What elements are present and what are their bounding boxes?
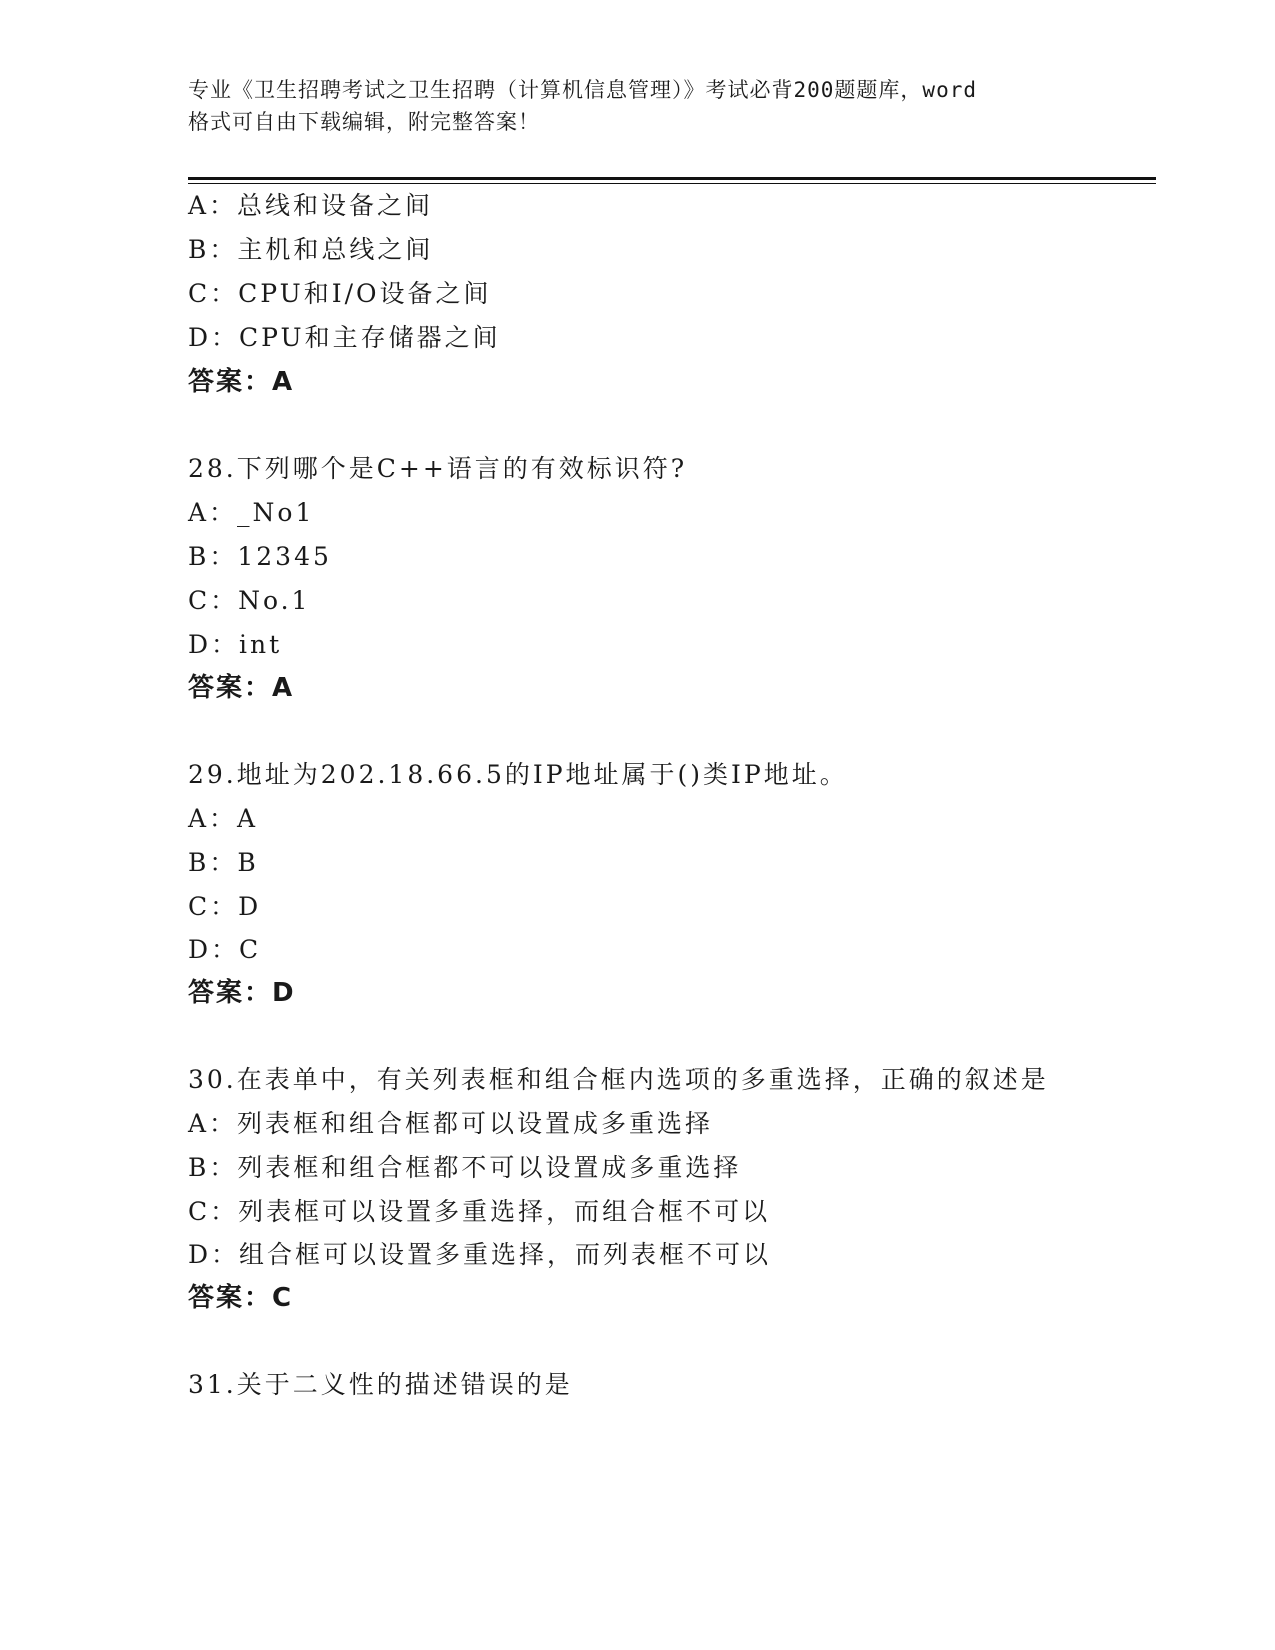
q27-option-a: A：总线和设备之间	[188, 191, 434, 220]
q28-option-c: C：No.1	[188, 586, 311, 615]
q29-option-c: C：D	[188, 892, 262, 921]
q30-option-c: C：列表框可以设置多重选择，而组合框不可以	[188, 1197, 771, 1226]
q27-option-d: D：CPU和主存储器之间	[188, 323, 501, 352]
q28-option-a: A：_No1	[188, 498, 315, 527]
q29-option-b: B：B	[188, 848, 259, 877]
q29-option-a: A：A	[188, 804, 259, 833]
header-divider-thin	[188, 183, 1156, 184]
q28-option-d: D：int	[188, 630, 283, 659]
q28-question: 28.下列哪个是C++语言的有效标识符?	[188, 454, 688, 483]
q30-question: 30.在表单中，有关列表框和组合框内选项的多重选择，正确的叙述是	[188, 1065, 1049, 1094]
document-header	[188, 74, 1088, 138]
q31-question: 31.关于二义性的描述错误的是	[188, 1370, 573, 1399]
q27-option-c: C：CPU和I/O设备之间	[188, 279, 492, 308]
q30-option-d: D：组合框可以设置多重选择，而列表框不可以	[188, 1240, 772, 1269]
q27-option-b: B：主机和总线之间	[188, 235, 434, 264]
q28-answer: 答案：A	[188, 673, 295, 703]
q29-question: 29.地址为202.18.66.5的IP地址属于()类IP地址。	[188, 760, 848, 789]
q30-option-b: B：列表框和组合框都不可以设置成多重选择	[188, 1153, 742, 1182]
q30-answer: 答案：C	[188, 1283, 294, 1313]
header-line-1: 专业《卫生招聘考试之卫生招聘（计算机信息管理）》考试必背200题题库，word	[188, 78, 977, 102]
q29-answer: 答案：D	[188, 978, 296, 1008]
header-divider	[188, 177, 1156, 180]
q29-option-d: D：C	[188, 935, 262, 964]
q27-answer: 答案：A	[188, 367, 295, 397]
q28-option-b: B：12345	[188, 542, 332, 571]
header-line-2: 格式可自由下载编辑，附完整答案！	[188, 110, 540, 134]
q30-option-a: A：列表框和组合框都可以设置成多重选择	[188, 1109, 714, 1138]
